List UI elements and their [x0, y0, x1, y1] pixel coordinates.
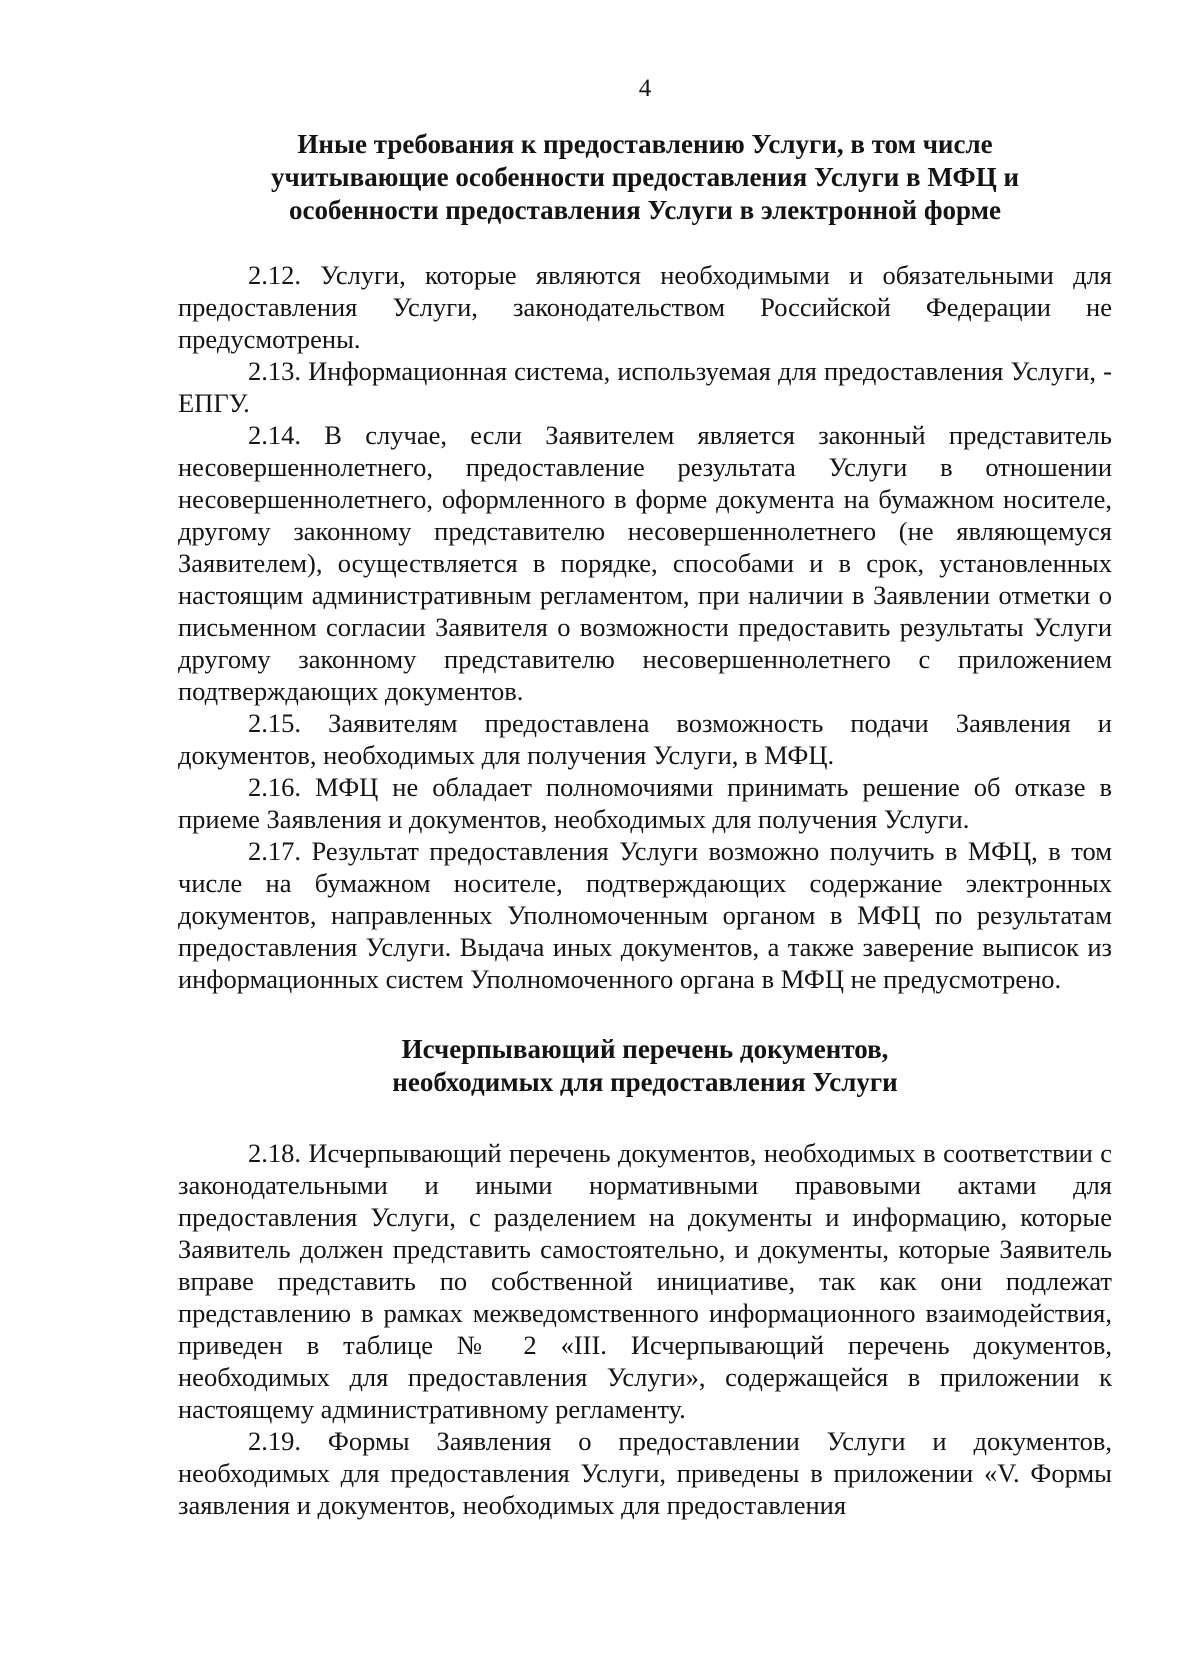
section-heading-document-list [178, 1033, 1112, 1099]
paragraph-2-12: 2.12. Услуги, которые являются необходимыми и обязательными для предоставления Услуги, законодательством Российской Федерации не предусмотрены. [178, 260, 1112, 354]
page-number: 4 [638, 75, 652, 102]
heading-line: учитывающие особенности предоставления Услуги в МФЦ и [270, 162, 1020, 192]
paragraph-2-18: 2.18. Исчерпывающий перечень документов, необходимых в соответствии с законодательными и иными нормативными правовыми актами для предоставления Услуги, с разделением на документы и информацию, которые Заявитель должен представить самостоятельно, и документы, которые Заявитель вправе представить по собственной инициативе, так как они подлежат представлению в рамках межведомственного информационного взаимодействия, приведен в таблице № 2 «III. Исчерпывающий перечень документов, необходимых для предоставления Услуги», содержащейся в приложении к настоящему административному регламенту. [178, 1138, 1112, 1424]
paragraph-2-13: 2.13. Информационная система, используемая для предоставления Услуги, - ЕПГУ. [178, 356, 1112, 418]
section-heading-other-requirements [178, 128, 1112, 227]
document-body [178, 128, 1112, 1521]
paragraph-2-19: 2.19. Формы Заявления о предоставлении Услуги и документов, необходимых для предоставления Услуги, приведены в приложении «V. Формы заявления и документов, необходимых для предоставления [178, 1426, 1112, 1520]
paragraph-2-17: 2.17. Результат предоставления Услуги возможно получить в МФЦ, в том числе на бумажном носителе, подтверждающих содержание электронных документов, направленных Уполномоченным органом в МФЦ по результатам предоставления Услуги. Выдача иных документов, а также заверение выписок из информационных систем Уполномоченного органа в МФЦ не предусмотрено. [178, 836, 1112, 994]
heading-line: Иные требования к предоставлению Услуги, в том числе [297, 129, 993, 159]
heading-line: Исчерпывающий перечень документов, [401, 1034, 889, 1064]
paragraph-2-15: 2.15. Заявителям предоставлена возможность подачи Заявления и документов, необходимых для получения Услуги, в МФЦ. [178, 708, 1112, 770]
heading-line: необходимых для предоставления Услуги [392, 1067, 898, 1097]
heading-line: особенности предоставления Услуги в электронной форме [288, 195, 1002, 225]
paragraph-2-16: 2.16. МФЦ не обладает полномочиями принимать решение об отказе в приеме Заявления и документов, необходимых для получения Услуги. [178, 772, 1112, 834]
paragraph-2-14: 2.14. В случае, если Заявителем является законный представитель несовершеннолетнего, предоставление результата Услуги в отношении несовершеннолетнего, оформленного в форме документа на бумажном носителе, другому законному представителю несовершеннолетнего (не являющемуся Заявителем), осуществляется в порядке, способами и в срок, установленных настоящим административным регламентом, при наличии в Заявлении отметки о письменном согласии Заявителя о возможности предоставить результаты Услуги другому законному представителю несовершеннолетнего с приложением подтверждающих документов. [178, 420, 1112, 706]
